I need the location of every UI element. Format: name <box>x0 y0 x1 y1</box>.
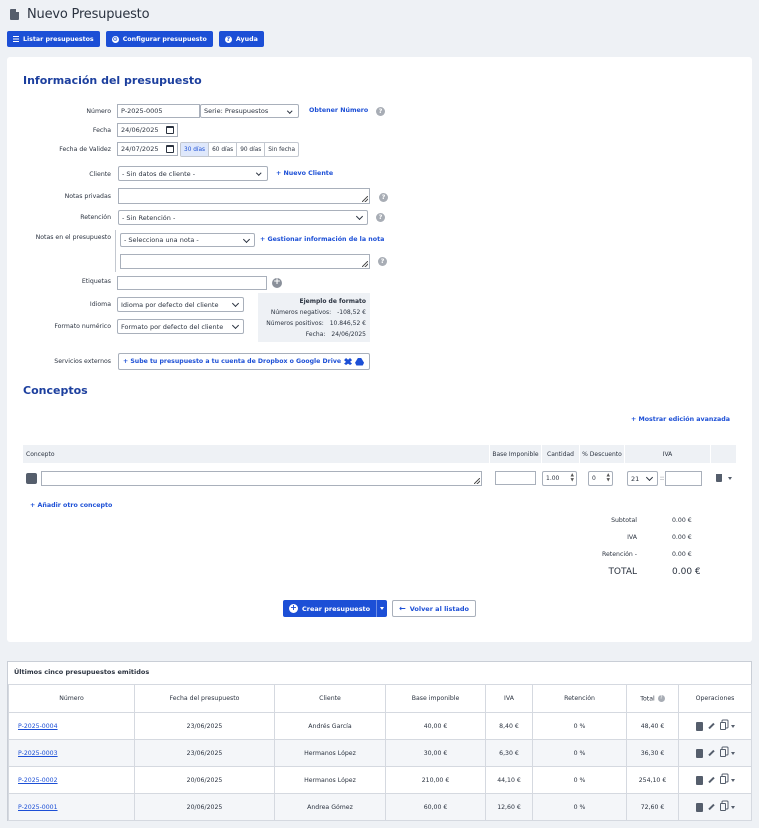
concepts-header-row <box>23 445 736 463</box>
chevron-down-icon <box>242 236 251 245</box>
format-example-box <box>258 293 370 342</box>
col-numero: Número <box>9 685 135 713</box>
list-budgets-label: Listar presupuestos <box>23 35 94 43</box>
help-icon[interactable]: ? <box>376 107 385 116</box>
budget-retencion-cell: 0 % <box>533 767 627 794</box>
col-iva: IVA <box>486 685 533 713</box>
table-row <box>9 713 752 740</box>
budget-number-cell <box>9 794 135 821</box>
gestionar-nota-link[interactable]: + Gestionar información de la nota <box>260 236 385 243</box>
create-budget-label: Crear presupuesto <box>302 604 371 613</box>
col-retencion: Retención <box>533 685 627 713</box>
budget-ops-cell <box>679 740 752 767</box>
idioma-label: Idioma <box>89 301 111 308</box>
budget-ops-cell <box>679 713 752 740</box>
budget-base-cell: 210,00 € <box>386 767 486 794</box>
budget-date-cell: 20/06/2025 <box>135 767 275 794</box>
budget-number-cell <box>9 767 135 794</box>
validez-label: Fecha de Validez <box>59 146 111 153</box>
descuento-input[interactable] <box>588 471 613 486</box>
chevron-down-icon <box>255 169 264 178</box>
budget-client-cell: Andrea Gómez <box>275 794 386 821</box>
nota-textarea[interactable] <box>120 254 370 269</box>
budget-number-link[interactable]: P-2025-0004 <box>18 722 58 730</box>
retencion-select[interactable] <box>118 210 368 225</box>
row-options-caret-icon[interactable] <box>728 477 732 480</box>
add-tag-icon[interactable]: + <box>273 277 281 287</box>
budget-client-cell: Hermanos López <box>275 740 386 767</box>
advanced-edit-link[interactable]: + Mostrar edición avanzada <box>631 416 731 423</box>
cliente-value: - Sin datos de cliente - <box>122 169 196 178</box>
dropbox-icon <box>344 358 352 365</box>
budget-date-cell: 23/06/2025 <box>135 740 275 767</box>
budget-iva-cell: 8,40 € <box>486 713 533 740</box>
base-imponible-input[interactable] <box>495 471 536 485</box>
info-section-title: Información del presupuesto <box>23 74 202 87</box>
spinner-arrows-icon[interactable]: ▲ ▼ <box>606 473 610 483</box>
nota-select-value: - Selecciona una nota - <box>124 236 199 244</box>
arrow-left-icon: ← <box>399 604 406 613</box>
calendar-icon[interactable] <box>166 145 174 153</box>
descuento-header: % Descuento <box>579 445 624 463</box>
col-fecha: Fecha del presupuesto <box>135 685 275 713</box>
validez-option-60[interactable]: 60 días <box>209 143 237 156</box>
page-header <box>10 4 149 24</box>
google-drive-icon <box>355 358 364 366</box>
pdf-icon[interactable] <box>696 803 703 812</box>
budget-date-cell: 23/06/2025 <box>135 713 275 740</box>
recent-budgets-panel <box>7 661 752 821</box>
negative-value: -108,52 € <box>337 309 366 316</box>
budget-iva-cell: 6,30 € <box>486 740 533 767</box>
validez-input[interactable] <box>117 142 178 156</box>
col-base: Base imponible <box>386 685 486 713</box>
numero-input[interactable] <box>117 104 200 118</box>
help-icon[interactable]: ? <box>376 213 385 222</box>
help-icon[interactable]: ? <box>379 193 388 202</box>
retencion-total-label: Retención - <box>601 551 637 558</box>
date-format-value: 24/06/2025 <box>331 331 366 338</box>
cliente-select[interactable] <box>118 166 268 181</box>
budget-number-link[interactable]: P-2025-0001 <box>18 803 58 811</box>
plus-circle-icon: + <box>290 603 297 612</box>
iva-amount-input[interactable] <box>665 471 702 486</box>
list-budgets-button[interactable] <box>7 31 100 47</box>
help-icon[interactable]: ? <box>378 257 387 266</box>
upload-cloud-button[interactable] <box>118 353 370 370</box>
add-concept-link[interactable]: + Añadir otro concepto <box>30 502 113 509</box>
budget-number-link[interactable]: P-2025-0002 <box>18 776 58 784</box>
chevron-down-icon <box>231 300 240 309</box>
budget-base-cell: 60,00 € <box>386 794 486 821</box>
chevron-down-icon <box>355 213 364 222</box>
fecha-input[interactable] <box>117 123 178 137</box>
notas-privadas-textarea[interactable] <box>118 188 370 204</box>
serie-select[interactable] <box>200 104 299 118</box>
copy-icon[interactable] <box>720 776 726 784</box>
budget-retencion-cell: 0 % <box>533 740 627 767</box>
copy-icon[interactable] <box>720 803 726 811</box>
chevron-down-icon <box>231 322 240 331</box>
iva-value: 21 <box>631 474 640 483</box>
budget-total-cell: 48,40 € <box>627 713 679 740</box>
budget-iva-cell: 44,10 € <box>486 767 533 794</box>
servicios-label: Servicios externos <box>54 358 111 365</box>
budget-total-cell: 254,10 € <box>627 767 679 794</box>
configure-budget-label: Configurar presupuesto <box>122 35 207 43</box>
positive-label: Números positivos: <box>266 320 324 327</box>
budget-total-cell: 36,30 € <box>627 740 679 767</box>
help-label: Ayuda <box>235 35 258 43</box>
list-icon <box>13 36 19 42</box>
iva-separator-icon: :: <box>660 475 665 482</box>
gear-icon: ⚙ <box>112 35 118 43</box>
budget-ops-cell <box>679 767 752 794</box>
chevron-down-icon[interactable] <box>731 806 735 809</box>
numero-label: Número <box>86 108 111 115</box>
total-label: TOTAL <box>608 567 637 577</box>
budget-base-cell: 30,00 € <box>386 740 486 767</box>
subtotal-label: Subtotal <box>611 517 637 524</box>
col-total <box>627 685 679 713</box>
budget-number-link[interactable]: P-2025-0003 <box>18 749 58 757</box>
validez-option-none[interactable]: Sin fecha <box>268 146 296 153</box>
chevron-down-icon[interactable] <box>731 779 735 782</box>
configure-budget-button[interactable] <box>106 31 213 47</box>
pdf-icon[interactable] <box>696 749 703 758</box>
budget-ops-cell <box>679 794 752 821</box>
validez-option-30[interactable]: 30 días <box>181 143 209 156</box>
back-to-list-button[interactable] <box>392 600 476 617</box>
budget-iva-cell: 12,60 € <box>486 794 533 821</box>
nota-select[interactable] <box>120 233 255 247</box>
positive-value: 10.846,52 € <box>329 320 366 327</box>
create-budget-button[interactable] <box>283 600 387 617</box>
notas-divider <box>115 230 116 272</box>
fecha-label: Fecha <box>92 127 111 134</box>
iva-header: IVA <box>624 445 710 463</box>
copy-icon[interactable] <box>720 722 726 730</box>
pencil-icon[interactable] <box>708 750 714 756</box>
document-icon <box>10 9 19 20</box>
total-value: 0.00 € <box>672 567 701 577</box>
budget-date-cell: 20/06/2025 <box>135 794 275 821</box>
budget-total-cell: 72,60 € <box>627 794 679 821</box>
subtotal-value: 0.00 € <box>672 517 692 524</box>
table-row <box>9 767 752 794</box>
cliente-label: Cliente <box>89 171 111 178</box>
pdf-icon[interactable] <box>696 722 703 731</box>
copy-icon[interactable] <box>720 749 726 757</box>
idioma-value: Idioma por defecto del cliente <box>121 300 219 309</box>
date-format-label: Fecha: <box>305 331 326 338</box>
iva-total-value: 0.00 € <box>672 534 692 541</box>
concepts-section-title: Conceptos <box>23 384 88 397</box>
formato-value: Formato por defecto del cliente <box>121 322 224 331</box>
budget-number-cell <box>9 740 135 767</box>
cantidad-input[interactable] <box>542 471 577 486</box>
table-row <box>9 740 752 767</box>
select-concept-icon[interactable] <box>26 473 37 484</box>
col-operaciones: Operaciones <box>679 685 752 713</box>
page-title: Nuevo Presupuesto <box>27 6 150 22</box>
validez-options <box>180 142 299 157</box>
help-icon[interactable]: ? <box>658 695 665 702</box>
budget-form-card <box>7 57 752 642</box>
validez-value: 24/07/2025 <box>121 145 159 153</box>
question-icon: ? <box>226 35 231 43</box>
budget-number-cell <box>9 713 135 740</box>
recent-budgets-title: Últimos cinco presupuestos emitidos <box>14 668 150 676</box>
recent-budgets-table <box>8 684 752 821</box>
retencion-total-value: 0.00 € <box>672 551 692 558</box>
pencil-icon[interactable] <box>708 777 714 783</box>
cantidad-header: Cantidad <box>541 445 579 463</box>
notas-presupuesto-label: Notas en el presupuesto <box>35 234 111 241</box>
numero-value: P-2025-0005 <box>121 107 163 115</box>
retencion-value: - Sin Retención - <box>122 213 176 222</box>
col-total-label: Total <box>640 695 655 703</box>
notas-privadas-label: Notas privadas <box>64 193 111 200</box>
chevron-down-icon[interactable] <box>731 752 735 755</box>
pencil-icon[interactable] <box>708 723 714 729</box>
pencil-icon[interactable] <box>708 804 714 810</box>
actions-header <box>710 445 736 463</box>
table-header-row <box>9 685 752 713</box>
create-options-caret-icon[interactable] <box>376 600 387 617</box>
retencion-label: Retención <box>80 214 111 221</box>
back-to-list-label: Volver al listado <box>409 604 469 613</box>
validez-option-90[interactable]: 90 días <box>237 143 265 156</box>
formato-select[interactable] <box>117 319 244 334</box>
etiquetas-label: Etiquetas <box>81 278 111 285</box>
pdf-icon[interactable] <box>696 776 703 785</box>
fecha-value: 24/06/2025 <box>121 126 159 134</box>
budget-client-cell: Andrés García <box>275 713 386 740</box>
resize-handle-icon[interactable] <box>474 478 480 484</box>
iva-select[interactable] <box>627 471 658 486</box>
spinner-arrows-icon[interactable]: ▲ ▼ <box>570 473 574 483</box>
help-button[interactable] <box>219 31 264 47</box>
concepto-textarea[interactable] <box>41 471 482 486</box>
upload-cloud-label: + Sube tu presupuesto a tu cuenta de Dropbox o Google Drive <box>123 358 342 365</box>
budget-retencion-cell: 0 % <box>533 794 627 821</box>
resize-handle-icon[interactable] <box>362 196 368 202</box>
etiquetas-input[interactable] <box>117 276 267 290</box>
col-cliente: Cliente <box>275 685 386 713</box>
concepto-header: Concepto <box>26 450 55 458</box>
iva-total-label: IVA <box>627 534 637 541</box>
trash-icon[interactable] <box>716 474 722 482</box>
cantidad-value: 1.00 <box>546 475 560 482</box>
budget-retencion-cell: 0 % <box>533 713 627 740</box>
toolbar <box>7 31 264 47</box>
idioma-select[interactable] <box>117 297 244 312</box>
chevron-down-icon[interactable] <box>731 725 735 728</box>
obtener-numero-link[interactable]: Obtener Número <box>309 107 369 114</box>
nuevo-cliente-link[interactable]: + Nuevo Cliente <box>276 170 334 177</box>
budget-client-cell: Hermanos López <box>275 767 386 794</box>
formato-label: Formato numérico <box>54 323 111 330</box>
serie-value: Serie: Presupuestos <box>204 107 269 115</box>
calendar-icon[interactable] <box>166 126 174 134</box>
budget-base-cell: 40,00 € <box>386 713 486 740</box>
resize-handle-icon[interactable] <box>362 261 368 267</box>
base-header: Base Imponible <box>489 445 541 463</box>
negative-label: Números negativos: <box>270 309 332 316</box>
format-example-title: Ejemplo de formato <box>299 298 366 305</box>
table-row <box>9 794 752 821</box>
chevron-down-icon <box>286 107 295 116</box>
descuento-value: 0 <box>592 475 596 482</box>
chevron-down-icon <box>645 474 654 483</box>
